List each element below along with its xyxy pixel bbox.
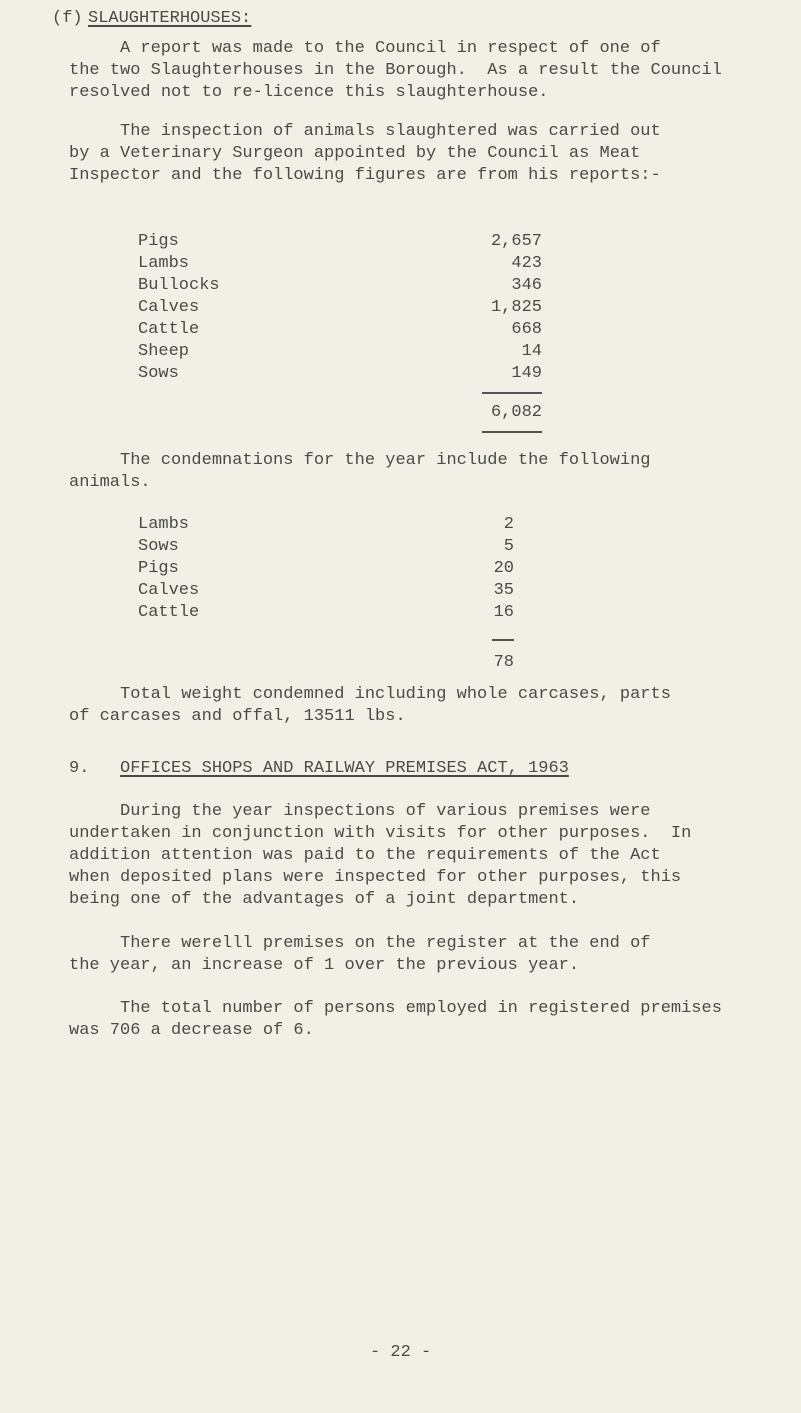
total-rule bbox=[492, 639, 514, 641]
table-row-animal: Bullocks bbox=[138, 276, 220, 295]
table-row-animal: Calves bbox=[138, 581, 200, 600]
table-row-animal: Cattle bbox=[138, 603, 200, 622]
text-line: addition attention was paid to the requirements of the Act bbox=[69, 846, 661, 865]
table-row-animal: Calves bbox=[138, 298, 200, 317]
text-line: There werelll premises on the register at the end of bbox=[120, 934, 651, 953]
text-line: of carcases and offal, 13511 lbs. bbox=[69, 707, 406, 726]
table-row-count: 423 bbox=[511, 254, 542, 273]
section-9-heading: OFFICES SHOPS AND RAILWAY PREMISES ACT, 1963 bbox=[120, 759, 569, 778]
condemned-total: 78 bbox=[493, 653, 514, 672]
table-row-animal: Sows bbox=[138, 537, 179, 556]
table-row-animal: Cattle bbox=[138, 320, 200, 339]
table-row-count: 16 bbox=[493, 603, 514, 622]
table-row-count: 1,825 bbox=[490, 298, 542, 317]
table-row-count: 14 bbox=[521, 342, 542, 361]
text-line: animals. bbox=[69, 473, 151, 492]
text-line: The condemnations for the year include the following bbox=[120, 451, 651, 470]
text-line: was 706 a decrease of 6. bbox=[69, 1021, 314, 1040]
text-line: the two Slaughterhouses in the Borough. As a result the Council bbox=[69, 61, 722, 80]
table-row-animal: Lambs bbox=[138, 254, 190, 273]
text-line: resolved not to re-licence this slaughterhouse. bbox=[69, 83, 549, 102]
table-row-count: 35 bbox=[493, 581, 514, 600]
text-line: by a Veterinary Surgeon appointed by the Council as Meat bbox=[69, 144, 641, 163]
section-f-marker: (f) bbox=[52, 9, 83, 28]
text-line: Inspector and the following figures are from his reports:- bbox=[69, 166, 661, 185]
text-line: The total number of persons employed in registered premises bbox=[120, 999, 722, 1018]
text-line: undertaken in conjunction with visits for other purposes. In bbox=[69, 824, 692, 843]
table-row-count: 2 bbox=[503, 515, 514, 534]
table-row-animal: Pigs bbox=[138, 559, 179, 578]
slaughtered-total: 6,082 bbox=[490, 403, 542, 422]
table-row-animal: Sows bbox=[138, 364, 179, 383]
table-row-animal: Lambs bbox=[138, 515, 190, 534]
table-row-count: 5 bbox=[503, 537, 514, 556]
text-line: Total weight condemned including whole carcases, parts bbox=[120, 685, 671, 704]
table-row-count: 668 bbox=[511, 320, 542, 339]
total-rule bbox=[482, 431, 542, 433]
table-row-count: 149 bbox=[511, 364, 542, 383]
text-line: During the year inspections of various premises were bbox=[120, 802, 651, 821]
text-line: the year, an increase of 1 over the previous year. bbox=[69, 956, 580, 975]
text-line: The inspection of animals slaughtered was carried out bbox=[120, 122, 661, 141]
section-f-heading: SLAUGHTERHOUSES: bbox=[88, 9, 252, 28]
text-line: when deposited plans were inspected for other purposes, this bbox=[69, 868, 682, 887]
text-line: A report was made to the Council in respect of one of bbox=[120, 39, 661, 58]
total-rule bbox=[482, 392, 542, 394]
page-number: - 22 - bbox=[370, 1343, 432, 1362]
table-row-animal: Sheep bbox=[138, 342, 190, 361]
table-row-count: 346 bbox=[511, 276, 542, 295]
section-9-number: 9. bbox=[69, 759, 90, 778]
table-row-count: 2,657 bbox=[490, 232, 542, 251]
table-row-count: 20 bbox=[493, 559, 514, 578]
text-line: being one of the advantages of a joint department. bbox=[69, 890, 580, 909]
table-row-animal: Pigs bbox=[138, 232, 179, 251]
